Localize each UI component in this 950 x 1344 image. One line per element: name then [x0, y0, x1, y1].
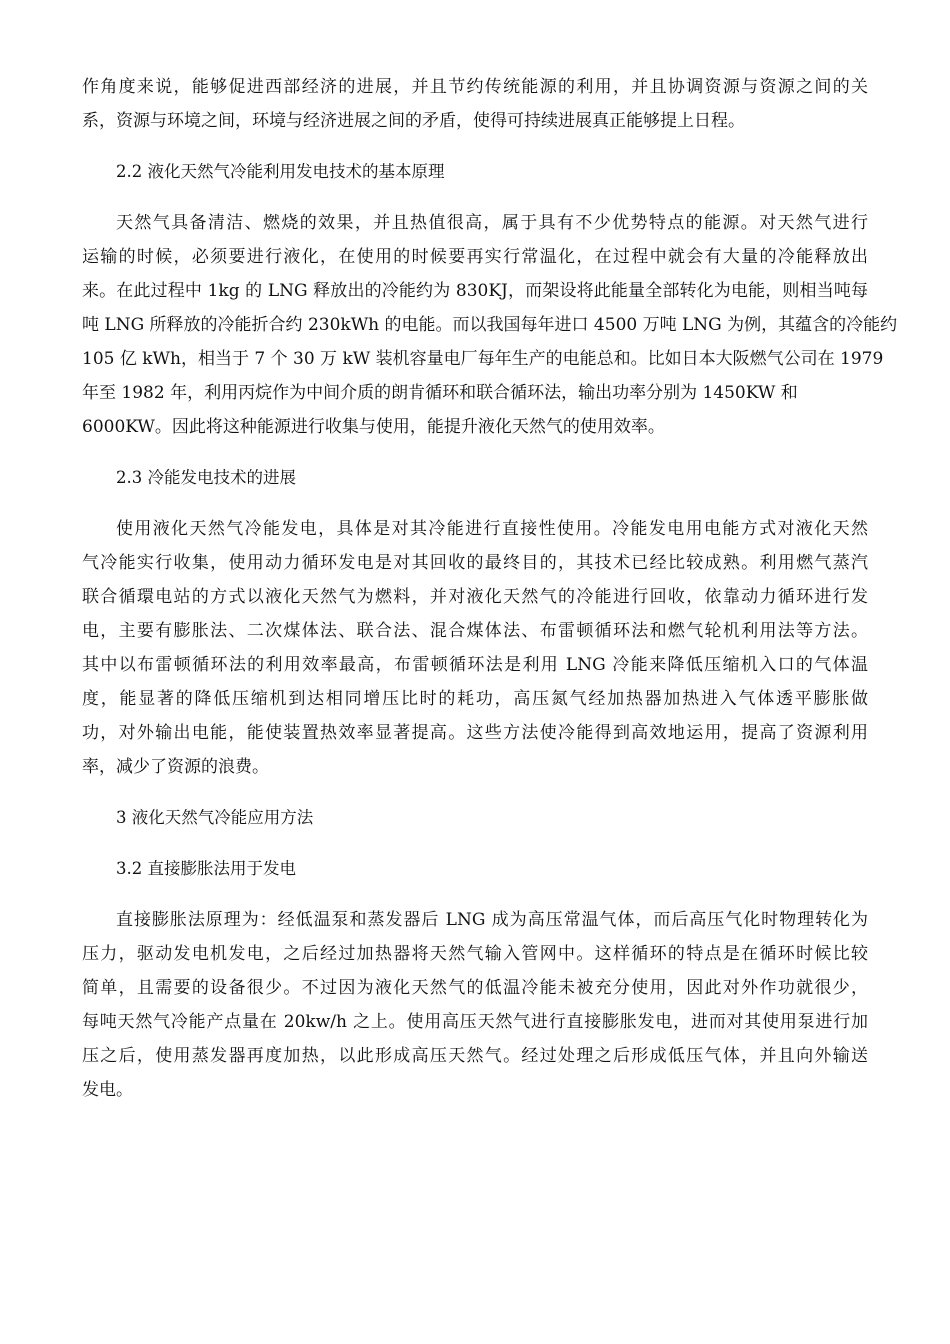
text-line: 作角度来说，能够促进西部经济的进展，并且节约传统能源的利用，并且协调资源与资源之间的关	[82, 77, 868, 97]
text-line: 运输的时候，必须要进行液化，在使用的时候要再实行常温化，在过程中就会有大量的冷能释放出	[82, 247, 868, 267]
text-line: 直接膨胀法原理为：经低温泵和蒸发器后 LNG 成为高压常温气体，而后高压气化时物理转化为	[116, 910, 868, 930]
text-line: 发电。	[82, 1080, 133, 1100]
paragraph	[82, 512, 868, 784]
text-line: 其中以布雷顿循环法的利用效率最高，布雷顿循环法是利用 LNG 冷能来降低压缩机入口的气体温	[82, 655, 868, 675]
text-line: 吨 LNG 所释放的冷能折合约 230kWh 的电能。而以我国每年进口 4500 万吨 LNG 为例，其蕴含的冷能约	[82, 315, 898, 335]
text-line: 6000KW。因此将这种能源进行收集与使用，能提升液化天然气的使用效率。	[82, 417, 665, 437]
section-heading-2-3: 2.3 冷能发电技术的进展	[116, 468, 296, 487]
section-heading-2-2: 2.2 液化天然气冷能利用发电技术的基本原理	[116, 162, 445, 181]
text-line: 度，能显著的降低压缩机到达相同增压比时的耗功，高压氮气经加热器加热进入气体透平膨胀做	[82, 689, 868, 709]
text-line: 使用液化天然气冷能发电，具体是对其冷能进行直接性使用。冷能发电用电能方式对液化天然	[116, 519, 868, 539]
text-line: 压之后，使用蒸发器再度加热，以此形成高压天然气。经过处理之后形成低压气体，并且向外输送	[82, 1046, 868, 1066]
text-line: 气冷能实行收集，使用动力循环发电是对其回收的最终目的，其技术已经比较成熟。利用燃气蒸汽	[82, 553, 868, 573]
paragraph	[82, 903, 868, 1107]
text-line: 105 亿 kWh，相当于 7 个 30 万 kW 装机容量电厂每年生产的电能总和。比如日本大阪燃气公司在 1979	[82, 349, 884, 369]
text-line: 简单，且需要的设备很少。不过因为液化天然气的低温冷能未被充分使用，因此对外作功就很少，	[82, 978, 868, 998]
text-line: 压力，驱动发电机发电，之后经过加热器将天然气输入管网中。这样循环的特点是在循环时候比较	[82, 944, 868, 964]
text-line: 系，资源与环境之间，环境与经济进展之间的矛盾，使得可持续进展真正能够提上日程。	[82, 111, 745, 131]
text-line: 功，对外输出电能，能使装置热效率显著提高。这些方法使冷能得到高效地运用，提高了资源利用	[82, 723, 868, 743]
text-line: 来。在此过程中 1kg 的 LNG 释放出的冷能约为 830KJ，而架设将此能量全部转化为电能，则相当吨每	[82, 281, 868, 301]
section-heading-3: 3 液化天然气冷能应用方法	[116, 808, 314, 827]
text-line: 电，主要有膨胀法、二次煤体法、联合法、混合煤体法、布雷顿循环法和燃气轮机利用法等方法。	[82, 621, 868, 641]
document-page	[82, 70, 898, 1124]
text-line: 天然气具备清洁、燃烧的效果，并且热值很高，属于具有不少优势特点的能源。对天然气进行	[116, 213, 868, 233]
text-line: 每吨天然气冷能产点量在 20kw/h 之上。使用高压天然气进行直接膨胀发电，进而对其使用泵进行加	[82, 1012, 868, 1032]
text-line: 年至 1982 年，利用丙烷作为中间介质的朗肯循环和联合循环法，输出功率分别为 1450KW 和	[82, 383, 798, 403]
text-line: 率，减少了资源的浪费。	[82, 757, 269, 777]
paragraph	[82, 206, 898, 444]
text-line: 联合循環电站的方式以液化天然气为燃料，并对液化天然气的冷能进行回收，依靠动力循环进行发	[82, 587, 868, 607]
paragraph-continuation	[82, 70, 868, 138]
section-heading-3-2: 3.2 直接膨胀法用于发电	[116, 859, 296, 878]
